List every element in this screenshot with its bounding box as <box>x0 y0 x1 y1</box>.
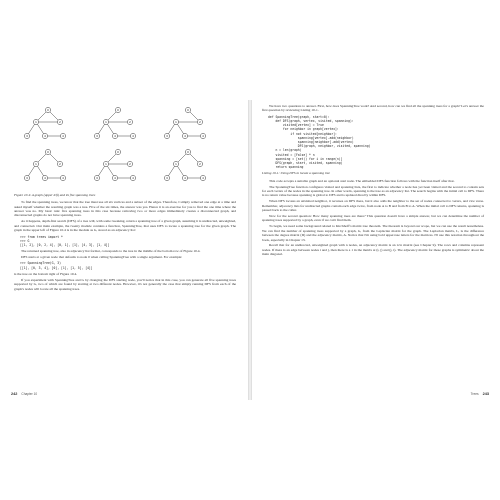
spanning-tree-1 <box>94 107 135 138</box>
right-paragraph-3: The SpanningTree function configures visited and spanning lists, the first to indicate whether a node has yet been visited and the second to contain sets for each vertex of the nodes in the spanning tree. In other words, spanning is the tree as an adjacency list. The search begins with the initial call to DFS. There is no return value because spanning is global to DFS and is updated directly within DFS. <box>262 184 484 198</box>
node-label: 0 <box>187 150 189 155</box>
node-label: 2 <box>199 120 201 125</box>
right-paragraph-4: When DFS locates an unvisited neighbor, it recurses on DFS there, but it also adds the neighbor to the set of nodes connected to vertex, and vice versa. Remember, adjacency lists for undirected graphs contain each edge twice, from node A to B and from B to A. When the initial call to DFS returns, spanning is passed back to the caller. <box>262 199 484 213</box>
left-chapter-label: Chapter 10 <box>21 392 38 396</box>
spanning-tree-4 <box>94 149 135 180</box>
node-label: 4 <box>202 176 204 181</box>
code-block-1: >>> from trees import * >>> G [[1, 2], [0, 2, 4], [0, 1], [1], [4, 3], [1, 4]] <box>20 234 110 247</box>
left-paragraph-3: The returned spanning tree, also in adjacency list format, corresponds to the tree in the middle of the bottom row of Figure 10.4. <box>21 249 201 254</box>
right-paragraph-2: This code accepts a suitable graph and an optional start node. The embedded DFS function follows with the function itself after that. <box>269 178 455 183</box>
node-label: 3 <box>96 134 98 139</box>
figure-trees <box>24 107 205 180</box>
node-label: 4 <box>114 176 116 181</box>
node-label: 2 <box>59 120 61 125</box>
left-page <box>0 104 248 400</box>
right-paragraph-1: We have two questions to answer. First, how does SpanningTree work? And second, how can we find all the spanning trees for a graph? Let's answer the first question by reviewing Listing 10-1. <box>262 104 484 113</box>
spanning-trees-figure <box>14 104 236 186</box>
node-label: 3 <box>26 134 28 139</box>
figure-caption: Figure 10.4: A graph (upper left) and its five spanning trees <box>14 193 96 197</box>
left-paragraph-6: If you experiment with SpanningTree and G by changing the DFS starting node, you'll notice that in this case, you can generate all five spanning trees supported by G, two of which are found by starting at two different nodes. However, it's not generally the case that simply running DFS from each of the graph's nodes will locate all the spanning trees. <box>14 277 236 291</box>
right-page <box>252 104 500 400</box>
node-label: 4 <box>202 134 204 139</box>
node-label: 4 <box>132 134 134 139</box>
node-label: 4 <box>44 176 46 181</box>
right-chapter-label: Trees <box>470 392 479 396</box>
node-label: 0 <box>187 108 189 113</box>
node-label: 1 <box>35 162 37 167</box>
node-label: 2 <box>129 162 131 167</box>
node-label: 0 <box>47 150 49 155</box>
node-label: 1 <box>35 120 37 125</box>
right-column <box>262 104 484 258</box>
node-label: 4 <box>62 176 64 181</box>
node-label: 4 <box>184 134 186 139</box>
code-listing: def SpanningTree(graph, start=0): def DFS(graph, vertex, visited, spanning): visited[vertex] = True for neighbor in graph[vertex]: if not visited[neighbor]: spanning[vertex].add(neighbor) spanning[neighbor].add(vertex) DFS(graph, neighbor, visited, spanning) n = len(graph) visited = [False] * n spanning = [set() for i in range(n)] DFS(graph, start, visited, spanning) return spanning <box>268 114 371 170</box>
right-paragraph-6: To begin, we need some background related to Kirchhoff's matrix tree theorem. The theorem is beyond our scope, but we can use the result nonetheless. We can find the number of spanning trees supported by a graph, G, from the Laplacian matrix for the graph. The Laplacian matrix, L, is the difference between the degree matrix (D) and the adjacency matrix, A. Notice that I'm using bold uppercase letters for the matrices. I'll use this notation throughout the book, especially in Chapter 13. <box>262 224 484 242</box>
right-page-number: 243 <box>482 392 489 396</box>
node-label: 1 <box>105 162 107 167</box>
node-label: 3 <box>166 134 168 139</box>
spanning-tree-5 <box>164 149 205 180</box>
source-graph <box>24 107 65 138</box>
node-label: 4 <box>62 134 64 139</box>
left-paragraph-2: As it happens, depth-first search (DFS) of a tree will, with some tweaking, return a spanning tree of a given graph, assuming it is undirected, unweighted, and connected. Our main example, the twenty module contains a function, SpanningTree, that uses DFS to locate a spanning tree for the given graph. The graph in the upper left of Figure 10.4 is in the module as G, stored as an adjacency list: <box>14 219 236 233</box>
spanning-tree-2 <box>164 107 205 138</box>
node-label: 2 <box>199 162 201 167</box>
node-label: 3 <box>166 176 168 181</box>
left-paragraph-4: DFS starts at a given node that defaults to node 0 when calling SpanningTree with a single argument. For example: <box>21 255 183 260</box>
left-paragraph-5: is the tree on the bottom right of Figure 10.4. <box>14 271 78 276</box>
node-label: 1 <box>175 162 177 167</box>
left-paragraph-1: To find the spanning trees, we know that the tree must use all six vertices and a subset of the edges. Therefore, I simply removed one edge at a time and asked myself whether the resulting graph was a tree. Five of the six times, the answer was yes. Hence it is an exercise for you to find the one time where the answer was no. My basic rule: five spanning trees in this case because removing two or more edges immediately creates a disconnected graph, and disconnected graphs do not have spanning trees. <box>14 200 236 218</box>
right-paragraph-5: Now for the second question: How many spanning trees are there? This question doesn't have a simple answer, but we can determine the number of spanning trees supported by a graph, even if we can't find them. <box>262 214 484 223</box>
listing-caption: Listing 10-1: Using DFS to locate a spanning tree <box>262 171 331 176</box>
node-label: 4 <box>44 134 46 139</box>
right-folio <box>471 392 492 396</box>
node-label: 1 <box>105 120 107 125</box>
node-label: 2 <box>59 162 61 167</box>
node-label: 4 <box>114 134 116 139</box>
node-label: 4 <box>132 176 134 181</box>
spanning-tree-3 <box>24 149 65 180</box>
left-folio <box>8 392 37 396</box>
left-page-number: 242 <box>11 392 18 396</box>
node-label: 4 <box>184 176 186 181</box>
node-label: 3 <box>96 176 98 181</box>
node-label: 0 <box>117 108 119 113</box>
node-label: 1 <box>175 120 177 125</box>
left-column <box>14 104 236 293</box>
node-label: 0 <box>117 150 119 155</box>
code-block-2: >>> SpanningTree(G, 3) [[1], [0, 3, 4], [0], [1], [1, 5], [4]] <box>20 261 93 270</box>
node-label: 2 <box>129 120 131 125</box>
right-paragraph-7: Recall that for an undirected, unweighted graph with n nodes, an adjacency matrix is an n×n matrix (see Chapter 9). The rows and columns represent nodes. If there is an edge between nodes i and j, then there is a 1 in the matrix at (i, j) and (j, i). The adjacency matrix for these graphs is symmetric about the main diagonal. <box>262 243 484 257</box>
node-label: 0 <box>47 108 49 113</box>
node-label: 3 <box>26 176 28 181</box>
